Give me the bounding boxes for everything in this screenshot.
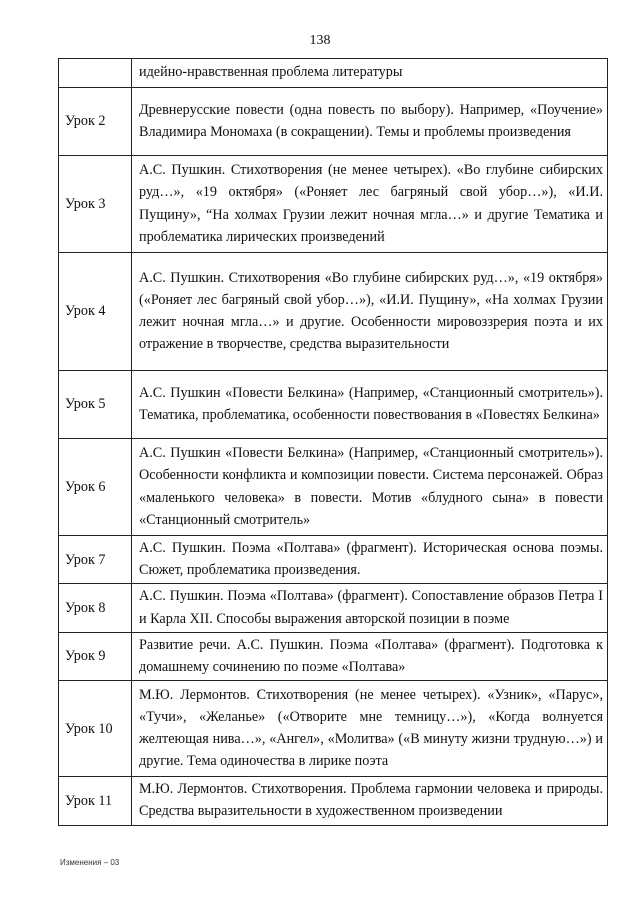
lesson-label: Урок 6: [59, 439, 132, 536]
lesson-label: Урок 8: [59, 584, 132, 632]
lesson-topic: Древнерусские повести (одна повесть по выбору). Например, «Поучение» Владимира Мономаха (в сокращении). Темы и проблемы произведения: [132, 88, 608, 156]
table-row: [59, 777, 608, 825]
lesson-topic: М.Ю. Лермонтов. Стихотворения. Проблема гармонии человека и природы. Средства выразительности в художественном произведении: [132, 777, 608, 825]
lesson-label: Урок 10: [59, 681, 132, 777]
table-row: [59, 156, 608, 253]
table-row: [59, 88, 608, 156]
lesson-topic: А.С. Пушкин. Стихотворения «Во глубине сибирских руд…», «19 октября» («Роняет лес багряный свой убор…»), «И.И. Пущину», «На холмах Грузии лежит ночная мгла…» и другие. Особенности мировоззрерия поэта и их отражение в творчестве, средства выразительности: [132, 253, 608, 371]
table-row: [59, 253, 608, 371]
table-row: [59, 59, 608, 88]
table-row: [59, 439, 608, 536]
lesson-label: Урок 3: [59, 156, 132, 253]
lesson-label: Урок 4: [59, 253, 132, 371]
lesson-topic: идейно-нравственная проблема литературы: [132, 59, 608, 88]
page-number: 138: [309, 33, 331, 48]
lesson-topic: А.С. Пушкин. Поэма «Полтава» (фрагмент). Сопоставление образов Петра I и Карла XII. Способы выражения авторской позиции в поэме: [132, 584, 608, 632]
table-row: [59, 584, 608, 632]
table-row: [59, 681, 608, 777]
lesson-label: Урок 9: [59, 632, 132, 680]
lesson-topic: А.С. Пушкин. Поэма «Полтава» (фрагмент). Историческая основа поэмы. Сюжет, проблематика произведения.: [132, 536, 608, 584]
lesson-topic: А.С. Пушкин «Повести Белкина» (Например, «Станционный смотритель»). Тематика, проблематика, особенности повествования в «Повестях Белкина»: [132, 371, 608, 439]
lesson-plan-table: [58, 58, 608, 826]
lesson-topic: М.Ю. Лермонтов. Стихотворения (не менее четырех). «Узник», «Парус», «Тучи», «Желанье» («Отворите мне темницу…»), «Когда волнуется желтеющая нива…», «Ангел», «Молитва» («В минуту жизни трудную…») и другие. Тема одиночества в лирике поэта: [132, 681, 608, 777]
table-row: [59, 536, 608, 584]
lesson-label: Урок 11: [59, 777, 132, 825]
lesson-label: [59, 59, 132, 88]
footer-revision-note: Изменения – 03: [60, 858, 120, 867]
lesson-label: Урок 5: [59, 371, 132, 439]
lesson-label: Урок 2: [59, 88, 132, 156]
lesson-label: Урок 7: [59, 536, 132, 584]
lesson-topic: Развитие речи. А.С. Пушкин. Поэма «Полтава» (фрагмент). Подготовка к домашнему сочинению по поэме «Полтава»: [132, 632, 608, 680]
lesson-topic: А.С. Пушкин. Стихотворения (не менее четырех). «Во глубине сибирских руд…», «19 октября» («Роняет лес багряный свой убор…»), «И.И. Пущину», “На холмах Грузии лежит ночная мгла…» и другие Тематика и проблематика лирических произведений: [132, 156, 608, 253]
table-row: [59, 371, 608, 439]
table-row: [59, 632, 608, 680]
lesson-topic: А.С. Пушкин «Повести Белкина» (Например, «Станционный смотритель»). Особенности конфликта и композиции повести. Система персонажей. Образ «маленького человека» в повести. Мотив «блудного сына» в повести «Станционный смотритель»: [132, 439, 608, 536]
